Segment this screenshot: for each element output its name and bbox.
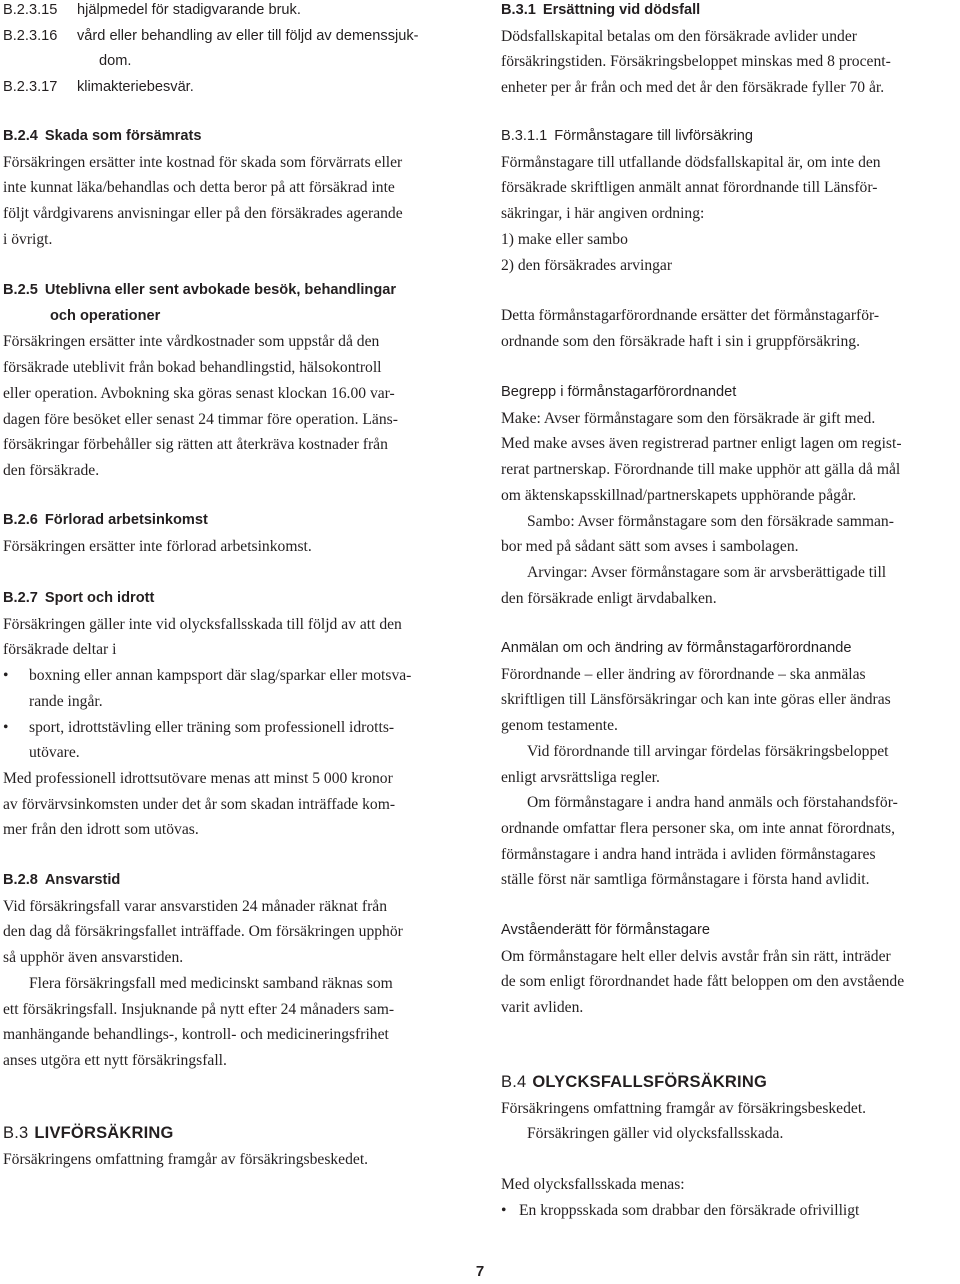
bullet-icon: • [3,718,9,736]
subsection-heading: Avståenderätt för förmånstagare [501,922,711,938]
chapter-heading: B.4 OLYCKSFALLSFÖRSÄKRING [501,1073,767,1091]
section-body: Sambo: Avser förmånstagare som den försäkrade samman- bor med på sådant sätt som avses i sambolagen. [501,512,894,556]
bullet-icon: • [3,667,9,685]
page-number: 7 [475,1263,485,1280]
toc-number: B.2.3.17 [3,79,58,96]
section-body: Vid förordnande till arvingar fördelas försäkringsbeloppet enligt arvsrättsliga regler. [501,742,889,786]
list-item: • boxning eller annan kampsport där slag/sparkar eller motsva- rande ingår. [3,663,473,714]
toc-item [3,24,473,75]
section-body: Försäkringen ersätter inte vårdkostnader som uppstår då den försäkrade uteblivit från bokad behandlingstid, hälsokontroll eller operation. Avbokning ska göras senast klockan 16.00 var- dagen före besöket eller senast 24 timmar före operation. Läns- försäkringar förbehåller sig rätten att återkräva kostnader från den försäkrade. [3,333,398,479]
section-heading: B.2.8 Ansvarstid [3,872,121,888]
section-heading: B.3.1.1 Förmånstagare till livförsäkring [501,128,753,144]
section-b27 [3,586,473,843]
section-begrepp [501,380,956,611]
section-body: Med professionell idrottsutövare menas att minst 5 000 kronor av förvärvsinkomsten under det år som skadan inträffade kom- mer från den idrott som utövas. [3,769,396,839]
toc-number: B.2.3.15 [3,2,58,18]
toc-text: hjälpmedel för stadigvarande bruk. [77,2,301,18]
toc-item [3,75,473,101]
toc-text: vård eller behandling av eller till följd av demenssjuk- dom. [77,27,419,70]
section-b25 [3,278,473,484]
list-item: • En kroppsskada som drabbar den försäkrade ofrivilligt [501,1198,956,1224]
section-b311 [501,124,956,355]
section-heading: B.2.7 Sport och idrott [3,590,155,606]
section-b26 [3,508,473,559]
toc-number: B.2.3.16 [3,27,58,44]
toc-list [3,0,473,101]
section-body: Försäkringen ersätter inte kostnad för skada som förvärrats eller inte kunnat läka/behandlas och detta beror på att försäkrad inte följt vårdgivarens anvisningar eller på den försäkrades agerande i övrigt. [3,153,403,248]
section-b4 [501,1070,956,1224]
section-body: Försäkringen gäller inte vid olycksfallsskada till följd av att den försäkrade deltar i [3,615,402,659]
section-body: Flera försäkringsfall med medicinskt samband räknas som ett försäkringsfall. Insjuknande på nytt efter 24 månaders sam- manhängande behandlings-, kontroll- och medicineringsfrihet anses utgöra ett nytt försäkringsfall. [3,974,395,1069]
section-body: Om förmånstagare i andra hand anmäls och förstahandsför- ordnande omfattar flera personer ska, om inte annat förordnats, förmånstagare i andra hand inträda i avliden förmånstagares ställe först när samtliga förmånstagare i första hand avlidit. [501,794,898,889]
section-body: Arvingar: Avser förmånstagare som är arvsberättigade till den försäkrade enligt ärvdabalken. [501,563,887,607]
section-body: Om förmånstagare helt eller delvis avstår från sin rätt, inträder de som enligt förordnandet hade fått beloppen om den avstående varit avliden. [501,947,905,1017]
section-heading: B.2.5 Uteblivna eller sent avbokade besök, behandlingar [3,282,397,298]
toc-item [3,0,473,24]
chapter-heading: B.3 LIVFÖRSÄKRING [3,1124,174,1142]
section-heading: B.2.6 Förlorad arbetsinkomst [3,512,208,528]
section-body: Detta förmånstagarförordnande ersätter det förmånstagarför- ordnande som den försäkrade haft i sin i gruppförsäkring. [501,307,880,350]
section-anmalan [501,636,956,893]
subsection-heading: Anmälan om och ändring av förmånstagarförordnande [501,640,852,656]
section-b31 [501,0,956,101]
section-body: Med olycksfallsskada menas: [501,1176,685,1194]
section-body: Försäkringen ersätter inte förlorad arbetsinkomst. [3,537,312,555]
section-body: Försäkringens omfattning framgår av försäkringsbeskedet. [3,1150,369,1168]
section-body: Dödsfallskapital betalas om den försäkrade avlider under försäkringstiden. Försäkringsbeloppet minskas med 8 procent- enheter per år från och med det år den försäkrade fyller 70 år. [501,27,891,97]
section-avstande [501,918,956,1021]
section-body: Försäkringen gäller vid olycksfallsskada. [527,1125,784,1143]
bullet-icon: • [501,1201,507,1219]
section-b28 [3,868,473,1074]
section-body: Förmånstagare till utfallande dödsfallskapital är, om inte den försäkrade skriftligen anmält annat förordnande till Länsför- säkringar, i här angiven ordning: 1) make eller sambo 2) den försäkrades arvingar [501,153,881,274]
section-body: Make: Avser förmånstagare som den försäkrade är gift med. Med make avses även registrerad partner enligt lagen om regist- rerat partnerskap. Förordnande till make upphör att gälla då mål om äktenskapsskillnad/partnerskapets upphörande pågår. [501,409,902,504]
section-b24 [3,124,473,253]
section-heading-cont: och operationer [50,307,161,324]
list-item: • sport, idrottstävling eller träning som professionell idrotts- utövare. [3,715,473,766]
section-body: Försäkringens omfattning framgår av försäkringsbeskedet. [501,1099,867,1117]
toc-text: klimakteriebesvär. [77,79,194,96]
subsection-heading: Begrepp i förmånstagarförordnandet [501,384,737,400]
section-b3 [3,1121,473,1172]
section-body: Förordnande – eller ändring av förordnande – ska anmälas skriftligen till Länsförsäkringar och kan inte göras eller ändras genom testamente. [501,665,891,735]
section-heading: B.3.1 Ersättning vid dödsfall [501,2,701,18]
section-heading: B.2.4 Skada som försämrats [3,128,202,144]
section-body: Vid försäkringsfall varar ansvarstiden 24 månader räknat från den dag då försäkringsfallet inträffade. Om försäkringen upphör så upphör även ansvarstiden. [3,897,403,967]
